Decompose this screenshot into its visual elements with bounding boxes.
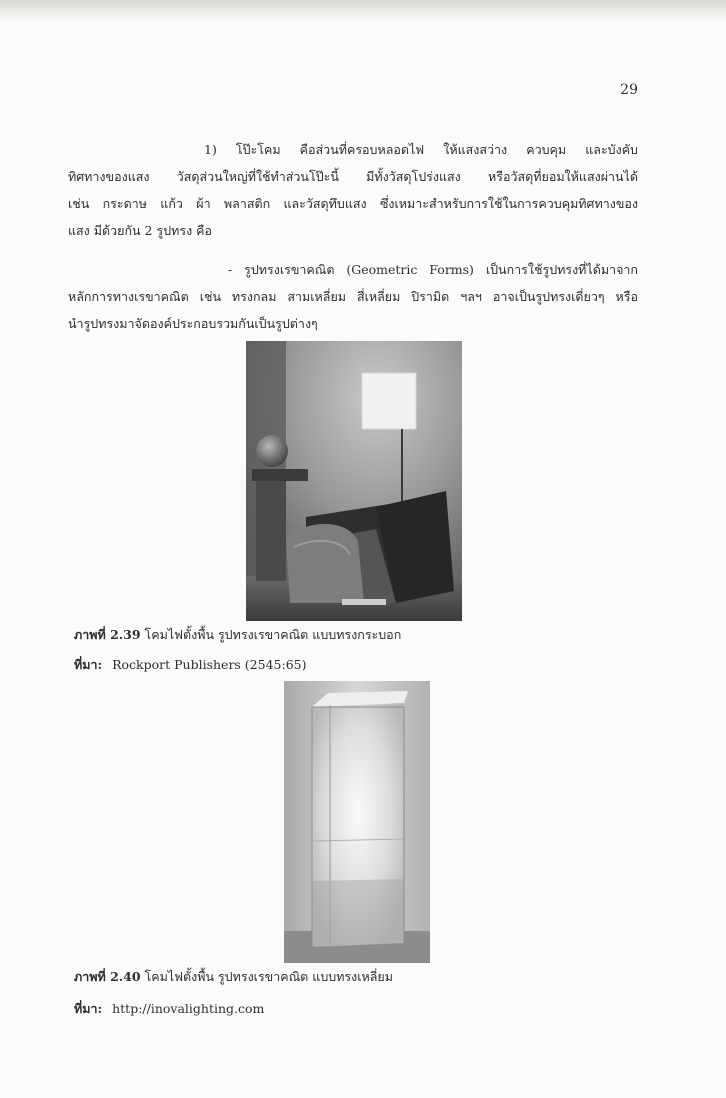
source-text: http://inovalighting.com [112, 1001, 265, 1016]
square-lamp-illustration [284, 681, 430, 963]
figure-2-39-photo [246, 341, 462, 621]
paragraph-line: นำรูปทรงมาจัดองค์ประกอบรวมกันเป็นรูปต่างๆ [68, 316, 318, 331]
paragraph-line: เช่น กระดาษ แก้ว ผ้า พลาสติก และวัสดุทึบแสง ซึ่งเหมาะสำหรับการใช้ในการควบคุมทิศทางของ [68, 196, 638, 211]
figure-caption-text: โคมไฟตั้งพื้น รูปทรงเรขาคณิต แบบทรงเหลี่ยม [144, 969, 393, 984]
paragraph-line: หลักการทางเรขาคณิต เช่น ทรงกลม สามเหลี่ยม สี่เหลี่ยม ปิรามิด ฯลฯ อาจเป็นรูปทรงเดี่ยวๆ หรือ [68, 289, 638, 304]
paragraph-geometric-forms [68, 256, 638, 337]
paragraph-line: - รูปทรงเรขาคณิต (Geometric Forms) เป็นการใช้รูปทรงที่ได้มาจาก [228, 262, 638, 277]
scan-shadow [0, 0, 726, 22]
source-label: ที่มา: [74, 1001, 103, 1016]
figure-label: ภาพที่ 2.39 [74, 627, 141, 642]
figure-label: ภาพที่ 2.40 [74, 969, 141, 984]
figure-2-39-caption [74, 626, 401, 644]
source-text: Rockport Publishers (2545:65) [112, 657, 307, 672]
room-lamp-illustration [246, 341, 462, 621]
source-label: ที่มา: [74, 657, 103, 672]
paragraph-line: แสง มีด้วยกัน 2 รูปทรง คือ [68, 223, 213, 238]
figure-2-40-photo [284, 681, 430, 963]
figure-2-39-source [74, 656, 307, 674]
figure-caption-text: โคมไฟตั้งพื้น รูปทรงเรขาคณิต แบบทรงกระบอก [144, 627, 402, 642]
paragraph-lamp-shade [68, 136, 638, 244]
paragraph-line: 1) โป๊ะโคม คือส่วนที่ครอบหลอดไฟ ให้แสงสว่าง ควบคุม และบังคับ [204, 142, 638, 157]
figure-2-40-source [74, 1000, 264, 1018]
page-number: 29 [620, 82, 638, 98]
paragraph-line: ทิศทางของแสง วัสดุส่วนใหญ่ที่ใช้ทำส่วนโป๊ะนี้ มีทั้งวัสดุโปร่งแสง หรือวัสดุที่ยอมให้แสงผ่านได้ [68, 169, 638, 184]
figure-2-40-caption [74, 968, 393, 986]
